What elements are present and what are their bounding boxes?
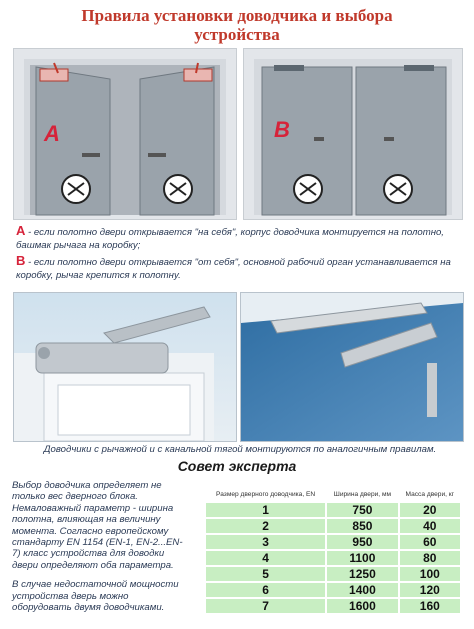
note-a bbox=[16, 224, 460, 252]
slide-rail-closer-image bbox=[241, 293, 463, 441]
photo-slide-rail-closer bbox=[240, 292, 464, 442]
cell-width: 1250 bbox=[326, 566, 398, 582]
cell-weight: 20 bbox=[399, 502, 461, 518]
cell-weight: 100 bbox=[399, 566, 461, 582]
cell-weight: 160 bbox=[399, 598, 461, 614]
cell-en: 7 bbox=[205, 598, 326, 614]
photos-caption: Доводчики с рычажной и с канальной тягой монтируются по аналогичным правилам. bbox=[43, 444, 437, 455]
note-a-text: - если полотно двери открывается "на себя", корпус доводчика монтируется на полотно, башмак рычага на коробку; bbox=[16, 227, 444, 251]
page-title bbox=[0, 6, 474, 44]
expert-advice-text bbox=[12, 480, 190, 621]
header-en-size: Размер дверного доводчика, EN bbox=[205, 487, 326, 503]
cell-width: 1100 bbox=[326, 550, 398, 566]
table-row bbox=[205, 566, 461, 582]
cell-weight: 80 bbox=[399, 550, 461, 566]
lever-closer-image bbox=[14, 293, 236, 441]
table-row bbox=[205, 550, 461, 566]
advice-paragraph-1: Выбор доводчика определяет не только вес дверного блока. Немаловажный параметр - ширина полотна, влияющая на величину момента. Согласно европейскому стандарту EN 1154 (EN-1, EN-2...EN-7) класс устройства для доводки двери определяют оба параметра. bbox=[12, 480, 183, 571]
cell-en: 4 bbox=[205, 550, 326, 566]
cell-width: 850 bbox=[326, 518, 398, 534]
table-row bbox=[205, 598, 461, 614]
title-line-1: Правила установки доводчика и выбора bbox=[81, 6, 393, 25]
door-diagram-a bbox=[13, 48, 237, 220]
cell-en: 5 bbox=[205, 566, 326, 582]
title-line-2: устройства bbox=[194, 25, 280, 44]
cell-en: 2 bbox=[205, 518, 326, 534]
photo-lever-closer bbox=[13, 292, 237, 442]
header-door-width: Ширина двери, мм bbox=[326, 487, 398, 503]
note-b-text: - если полотно двери открывается "от себя", основной рабочий орган устанавливается на коробку, рычаг крепится к полотну. bbox=[16, 257, 451, 281]
cell-weight: 120 bbox=[399, 582, 461, 598]
cell-en: 3 bbox=[205, 534, 326, 550]
cell-weight: 60 bbox=[399, 534, 461, 550]
closer-size-table bbox=[204, 486, 462, 615]
cell-en: 6 bbox=[205, 582, 326, 598]
diagram-label-b: B bbox=[274, 117, 290, 142]
advice-paragraph-2: В случае недостаточной мощности устройства дверь можно оборудовать двумя доводчиками. bbox=[12, 579, 179, 614]
cell-width: 1400 bbox=[326, 582, 398, 598]
cell-width: 950 bbox=[326, 534, 398, 550]
diagram-label-a: A bbox=[44, 121, 60, 146]
note-b-letter: B bbox=[16, 253, 26, 268]
note-b bbox=[16, 254, 460, 282]
cell-width: 750 bbox=[326, 502, 398, 518]
cell-weight: 40 bbox=[399, 518, 461, 534]
table-row bbox=[205, 518, 461, 534]
table-header-row bbox=[205, 487, 461, 503]
cell-width: 1600 bbox=[326, 598, 398, 614]
note-a-letter: A bbox=[16, 223, 26, 238]
table-row bbox=[205, 534, 461, 550]
table-row bbox=[205, 582, 461, 598]
door-diagram-b bbox=[243, 48, 463, 220]
header-door-weight: Масса двери, кг bbox=[399, 487, 461, 503]
table-row bbox=[205, 502, 461, 518]
expert-advice-title: Совет эксперта bbox=[177, 458, 297, 474]
cell-en: 1 bbox=[205, 502, 326, 518]
